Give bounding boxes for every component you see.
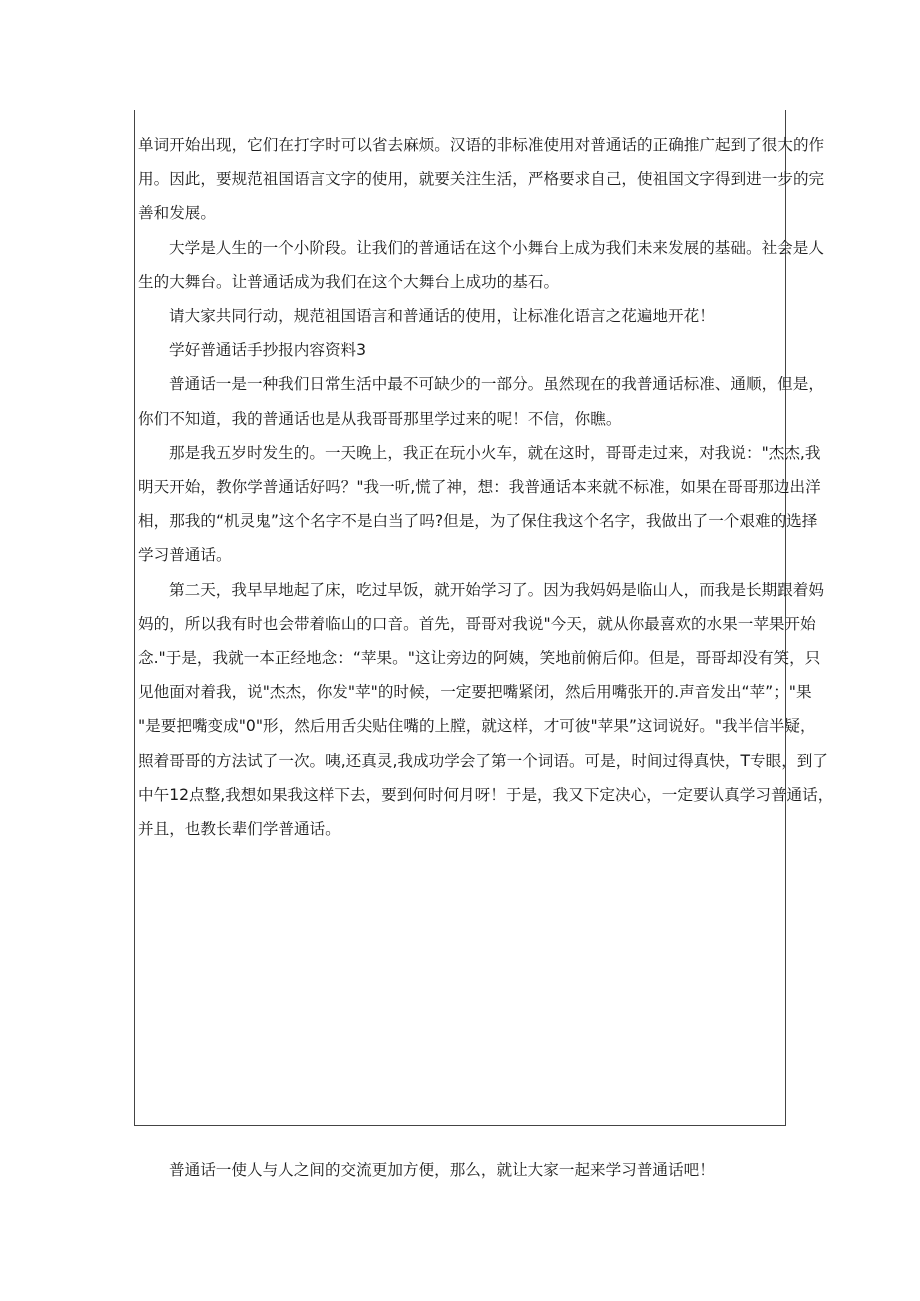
text-line: 那是我五岁时发生的。一天晚上，我正在玩小火车，就在这时，哥哥走过来，对我说："杰杰,我 bbox=[169, 443, 821, 462]
text-line: 大学是人生的一个小阶段。让我们的普通话在这个小舞台上成为我们未来发展的基础。社会是人 bbox=[169, 238, 824, 257]
section-heading: 学好普通话手抄报内容资料3 bbox=[169, 341, 367, 360]
text-line: 请大家共同行动，规范祖国语言和普通话的使用，让标准化语言之花遍地开花！ bbox=[169, 307, 715, 326]
paragraph-1 bbox=[138, 128, 825, 231]
paragraph-6 bbox=[138, 573, 834, 847]
paragraph-2 bbox=[138, 231, 824, 299]
text-line: 学习普通话。 bbox=[138, 546, 232, 565]
text-line: "是要把嘴变成"0"形，然后用舌尖贴住嘴的上膛，就这样，才可彼"苹果”这词说好。"我半信半疑， bbox=[138, 717, 816, 736]
text-line: 生的大舞台。让普通话成为我们在这个大舞台上成功的基石。 bbox=[138, 272, 560, 291]
text-line: 明天开始，教你学普通话好吗？"我一听,慌了神，想：我普通话本来就不标准，如果在哥哥那边出洋 bbox=[138, 478, 821, 497]
text-line: 善和发展。 bbox=[138, 204, 216, 223]
text-line: 并且，也教长辈们学普通话。 bbox=[138, 820, 341, 839]
document-body bbox=[138, 128, 834, 846]
text-line: 用。因此，要规范祖国语言文字的使用，就要关注生活，严格要求自己，使祖国文字得到进一步的完 bbox=[138, 170, 825, 189]
closing-paragraph: 普通话一使人与人之间的交流更加方便，那么，就让大家一起来学习普通话吧！ bbox=[169, 1161, 715, 1179]
paragraph-5 bbox=[138, 436, 821, 573]
text-line: 照着哥哥的方法试了一次。咦,还真灵,我成功学会了第一个词语。可是，时间过得真快，T专眼，到了 bbox=[138, 751, 828, 770]
paragraph-4 bbox=[138, 367, 824, 435]
text-line: 普通话一是一种我们日常生活中最不可缺少的一部分。虽然现在的我普通话标准、通顺，但是， bbox=[169, 375, 824, 394]
paragraph-3 bbox=[138, 299, 784, 333]
text-line: 念."于是，我就一本正经地念：“苹果。"这让旁边的阿姨，笑地前俯后仰。但是，哥哥却没有笑，只 bbox=[138, 649, 821, 668]
text-line: 你们不知道，我的普通话也是从我哥哥那里学过来的呢！不信，你瞧。 bbox=[138, 409, 622, 428]
text-line: 中午12点整,我想如果我这样下去，要到何时何月呀！于是，我又下定决心，一定要认真学习普通话， bbox=[138, 785, 834, 804]
text-line: 见他面对着我，说"杰杰，你发"苹"的时候，一定要把嘴紧闭，然后用嘴张开的.声音发出“苹”；"果 bbox=[138, 683, 812, 702]
text-line: 第二天，我早早地起了床，吃过早饭，就开始学习了。因为我妈妈是临山人，而我是长期跟着妈 bbox=[169, 580, 824, 599]
text-line: 相，那我的“机灵鬼”这个名字不是白当了吗?但是，为了保住我这个名字，我做出了一个艰难的选择 bbox=[138, 512, 818, 531]
text-line: 妈的，所以我有时也会带着临山的口音。首先，哥哥对我说"今天，就从你最喜欢的水果一苹果开始 bbox=[138, 614, 816, 633]
text-line: 单词开始出现，它们在打字时可以省去麻烦。汉语的非标准使用对普通话的正确推广起到了很大的作 bbox=[138, 136, 825, 154]
